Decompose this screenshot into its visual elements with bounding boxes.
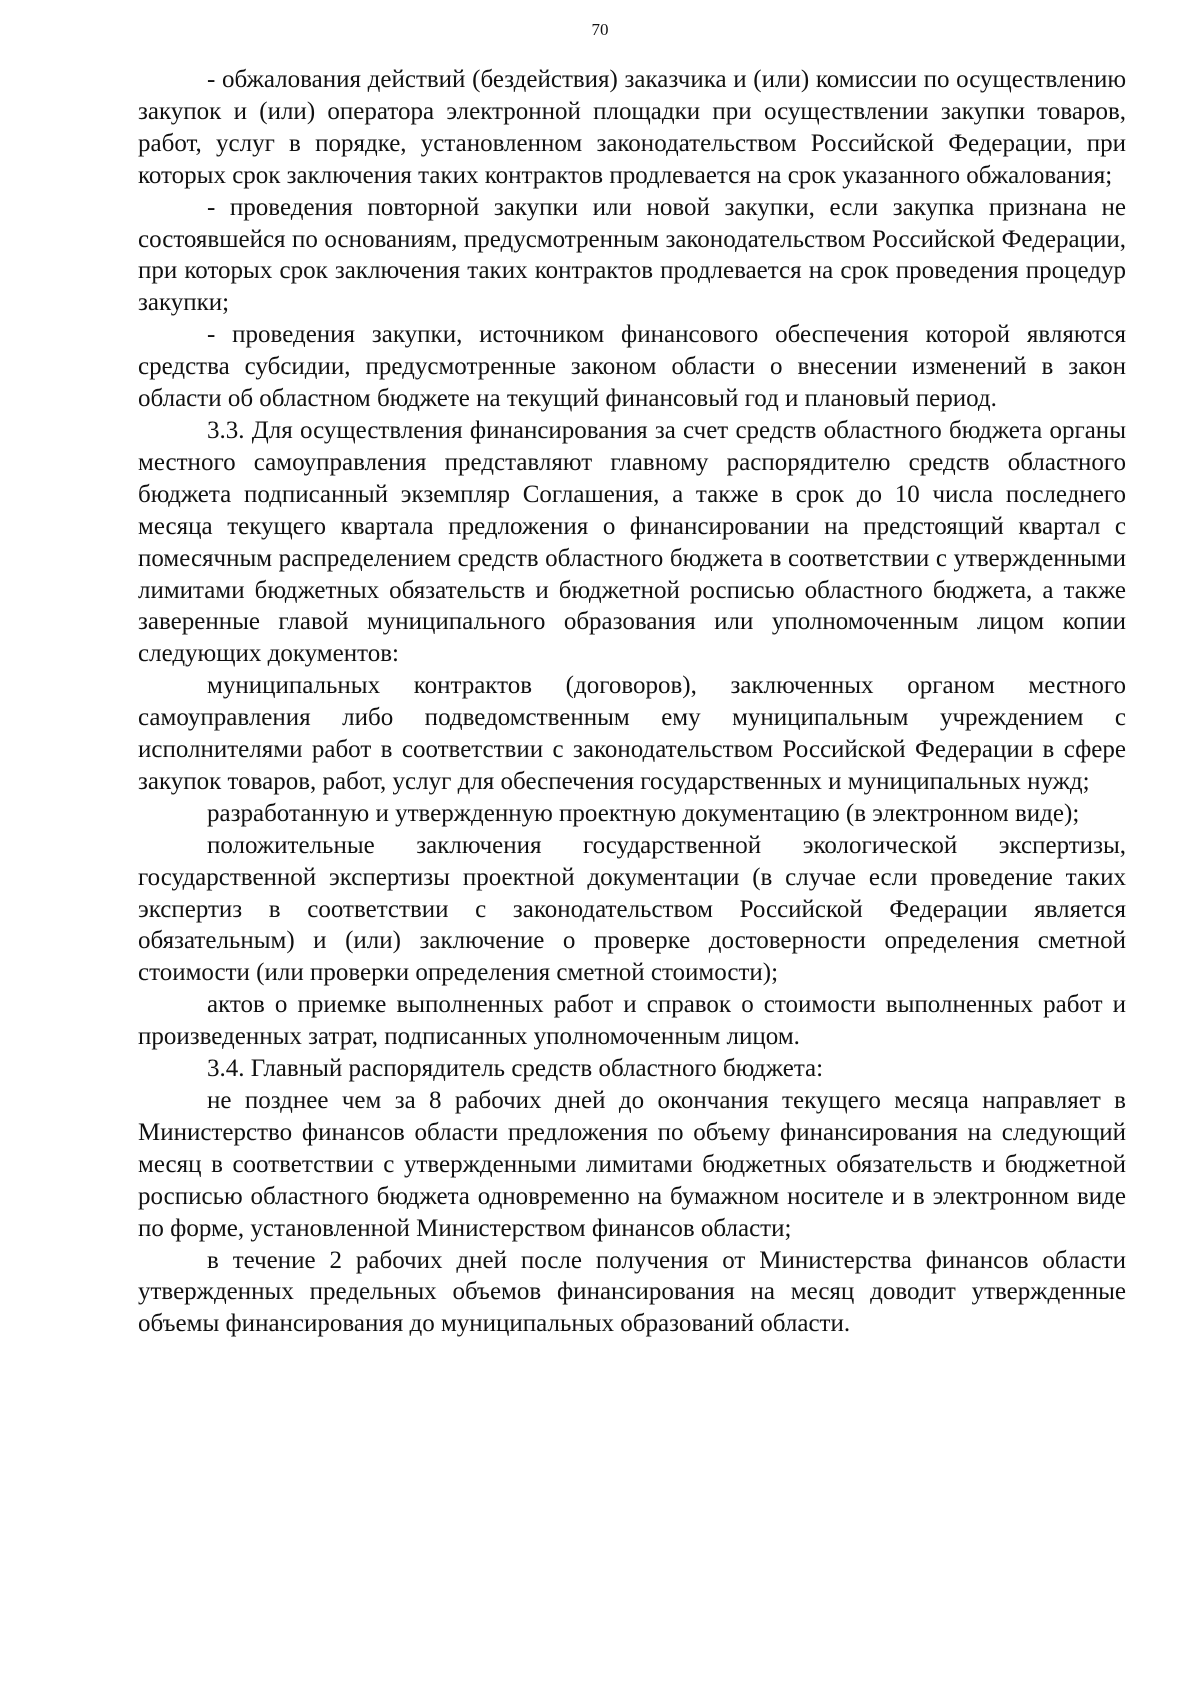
paragraph-monthly-proposals: не позднее чем за 8 рабочих дней до окончания текущего месяца направляет в Министерство финансов области предложения по объему финансирования на следующий месяц в соответствии с утвержденными лимитами бюджетных обязательств и бюджетной росписью областного бюджета одновременно на бумажном носителе и в электронном виде по форме, установленной Министерством финансов области; xyxy=(138,1087,1126,1242)
paragraph-municipal-contracts: муниципальных контрактов (договоров), заключенных органом местного самоуправления либо подведомственным ему муниципальным учреждением с исполнителями работ в соответствии с законодательством Российской Федерации в сфере закупок товаров, работ, услуг для обеспечения государственных и муниципальных нужд; xyxy=(138,672,1126,795)
paragraph-project-documentation: разработанную и утвержденную проектную документацию (в электронном виде); xyxy=(207,799,1080,827)
paragraph-expert-conclusions: положительные заключения государственной экологической экспертизы, государственной экспертизы проектной документации (в случае если проведение таких экспертиз в соответствии с законодательством Российской Федерации является обязательным) и (или) заключение о проверке достоверности определения сметной стоимости (или проверки определения сметной стоимости); xyxy=(138,831,1126,987)
paragraph-volume-allocation: в течение 2 рабочих дней после получения от Министерства финансов области утвержденных предельных объемов финансирования на месяц доводит утвержденные объемы финансирования до муниципальных образований области. xyxy=(138,1246,1126,1338)
paragraph-repeat-procurement: - проведения повторной закупки или новой закупки, если закупка признана не состоявшейся по основаниям, предусмотренным законодательством Российской Федерации, при которых срок заключения таких контрактов продлевается на срок проведения процедур закупки; xyxy=(138,193,1126,317)
paragraph-acceptance-acts: актов о приемке выполненных работ и справок о стоимости выполненных работ и произведенных затрат, подписанных уполномоченным лицом. xyxy=(138,991,1126,1051)
paragraph-section-3-4: 3.4. Главный распорядитель средств областного бюджета: xyxy=(207,1055,824,1083)
page-number: 70 xyxy=(591,20,609,39)
paragraph-subsidy-procurement: - проведения закупки, источником финансового обеспечения которой являются средства субсидии, предусмотренные законом области о внесении изменений в закон области об областном бюджете на текущий финансовый год и плановый период. xyxy=(138,321,1126,413)
document-body xyxy=(138,64,1126,1340)
paragraph-appeal-procurement: - обжалования действий (бездействия) заказчика и (или) комиссии по осуществлению закупок и (или) оператора электронной площадки при осуществлении закупки товаров, работ, услуг в порядке, установленном законодательством Российской Федерации, при которых срок заключения таких контрактов продлевается на срок указанного обжалования; xyxy=(138,66,1126,189)
paragraph-section-3-3: 3.3. Для осуществления финансирования за счет средств областного бюджета органы местного самоуправления представляют главному распорядителю средств областного бюджета подписанный экземпляр Соглашения, а также в срок до 10 числа последнего месяца текущего квартала предложения о финансировании на предстоящий квартал с помесячным распределением средств областного бюджета в соответствии с утвержденными лимитами бюджетных обязательств и бюджетной росписью областного бюджета, а также заверенные главой муниципального образования или уполномоченным лицом копии следующих документов: xyxy=(138,416,1126,668)
